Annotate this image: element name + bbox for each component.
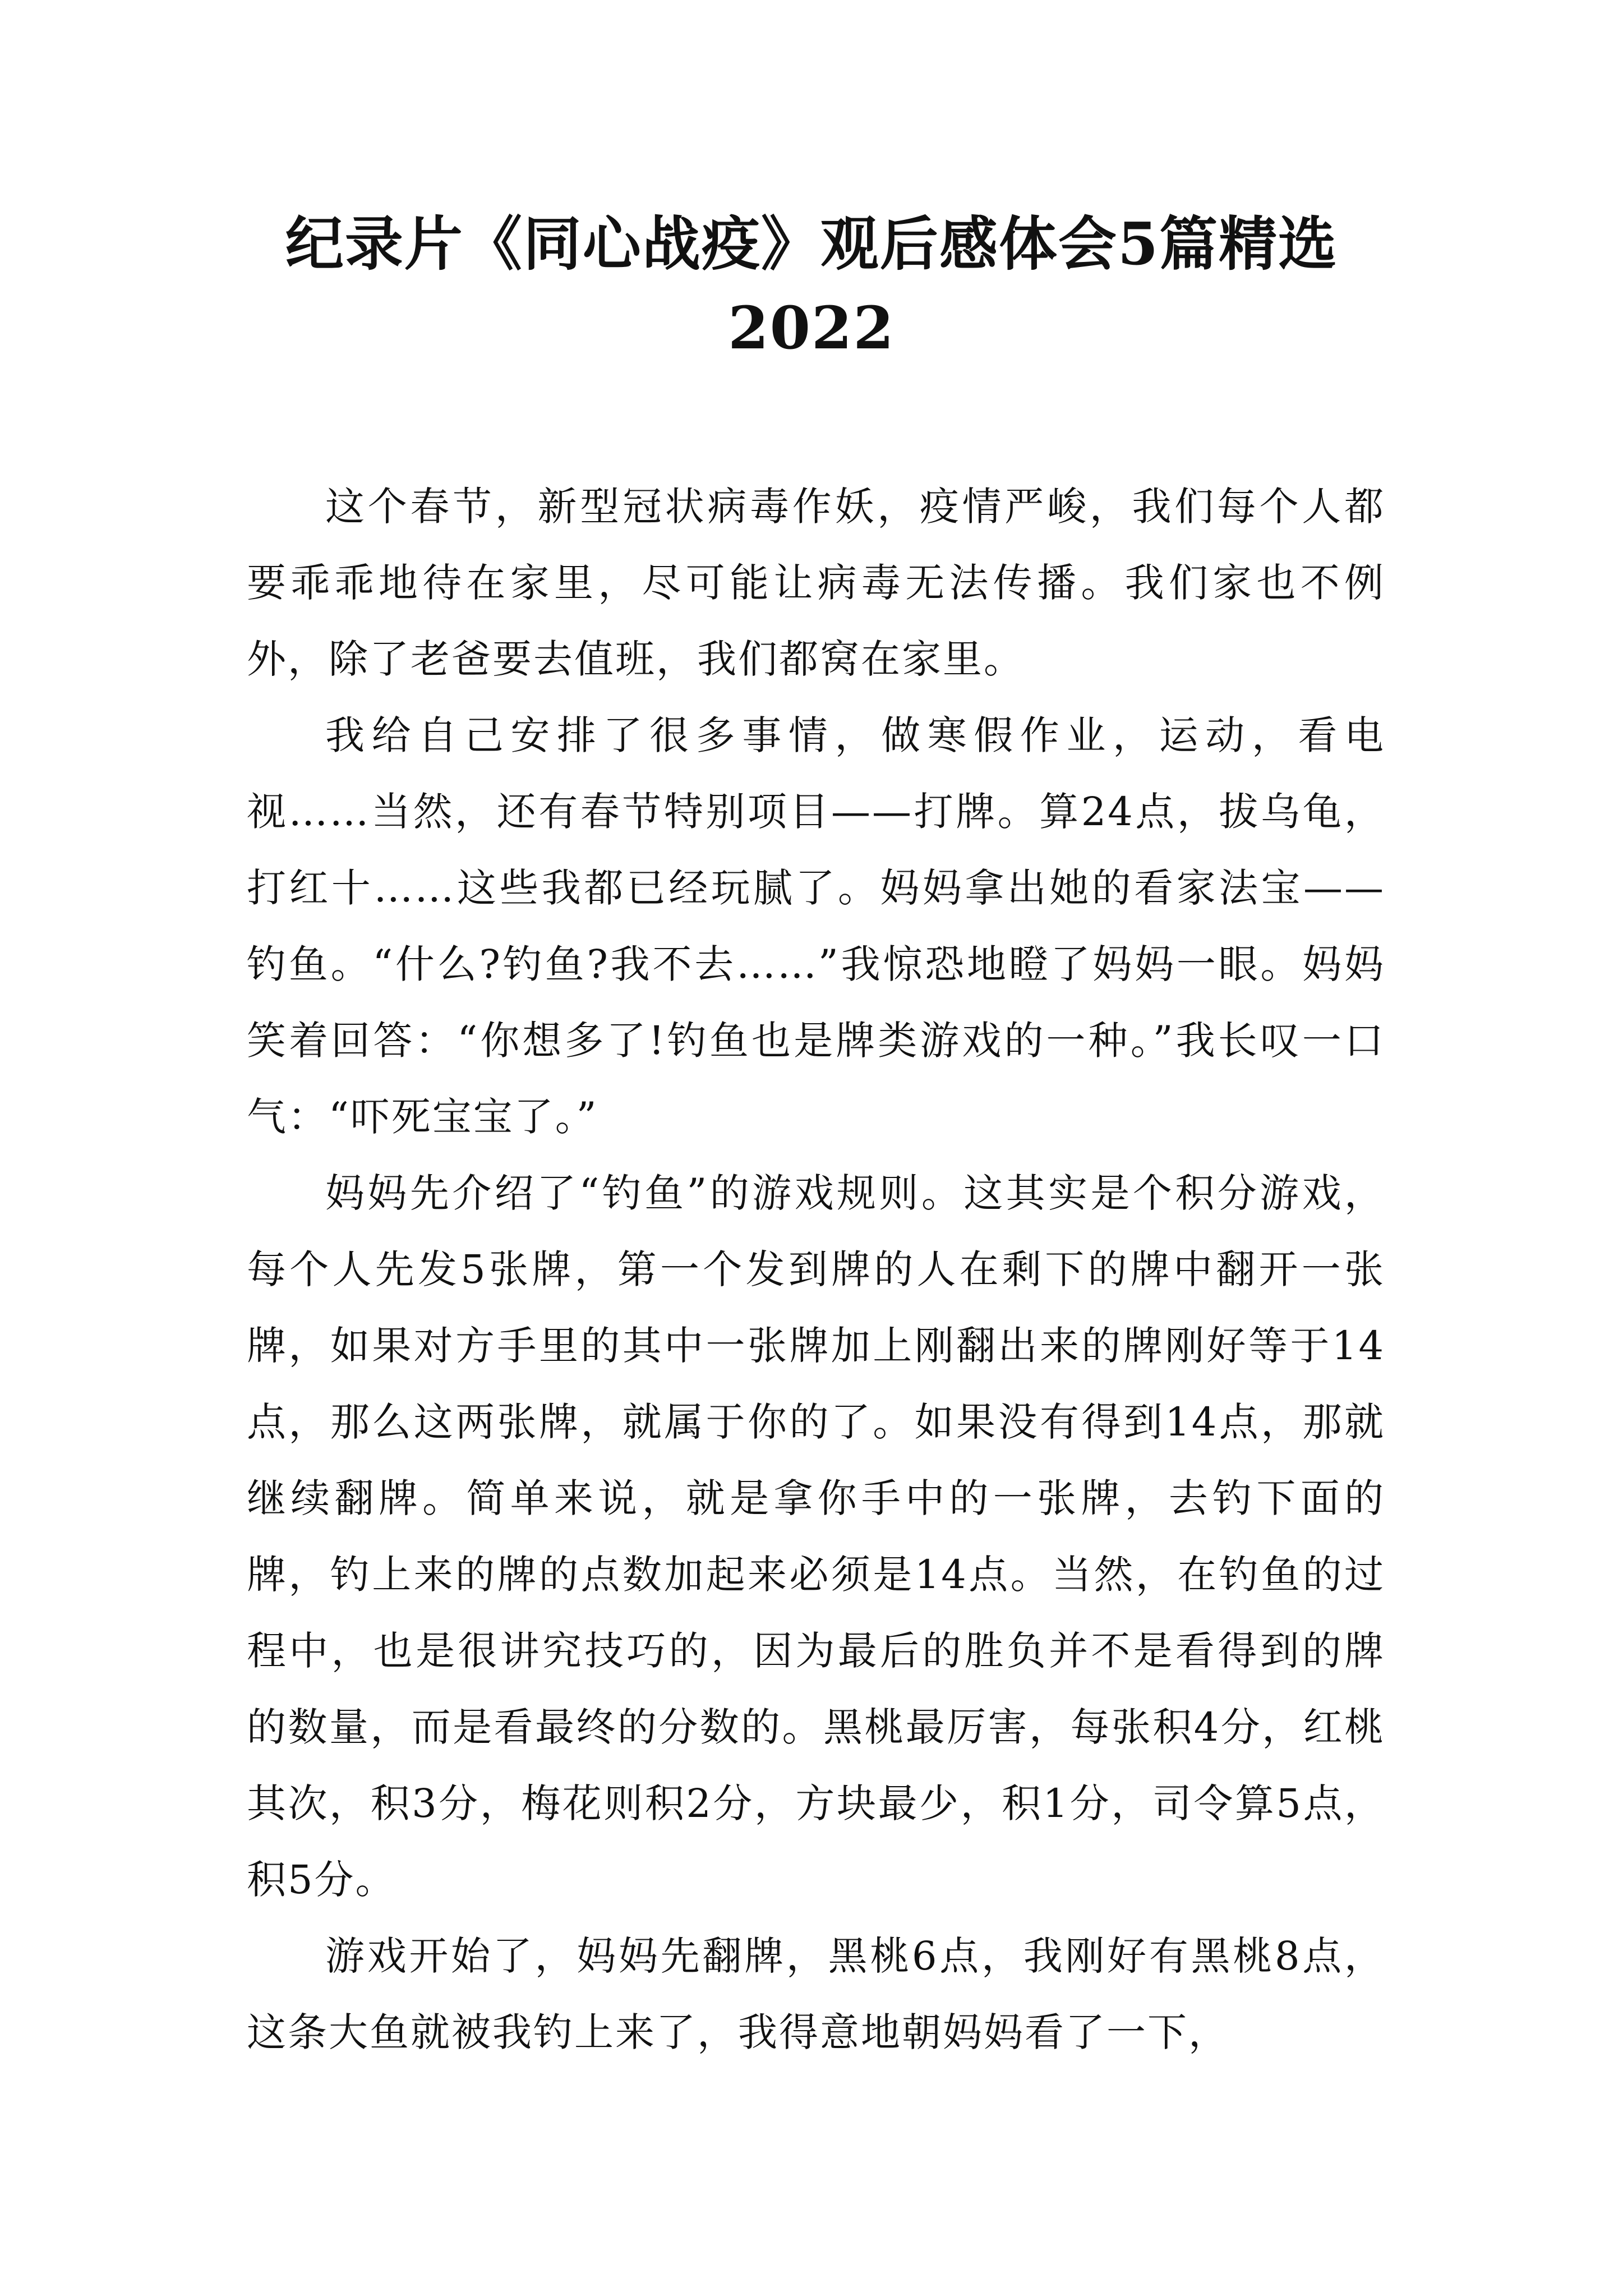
paragraph-2: 我给自己安排了很多事情，做寒假作业，运动，看电视……当然，还有春节特别项目——打牌。算24点，拔乌龟，打红十……这些我都已经玩腻了。妈妈拿出她的看家法宝——钓鱼。“什么?钓鱼?我不去……”我惊恐地瞪了妈妈一眼。妈妈笑着回答：“你想多了!钓鱼也是牌类游戏的一种。”我长叹一口气：“吓死宝宝了。” (247, 712, 1385, 1140)
paragraph-3: 妈妈先介绍了“钓鱼”的游戏规则。这其实是个积分游戏，每个人先发5张牌，第一个发到牌的人在剩下的牌中翻开一张牌，如果对方手里的其中一张牌加上刚翻出来的牌刚好等于14点，那么这两张牌，就属于你的了。如果没有得到14点，那就继续翻牌。简单来说，就是拿你手中的一张牌，去钓下面的牌，钓上来的牌的点数加起来必须是14点。当然，在钓鱼的过程中，也是很讲究技巧的，因为最后的胜负并不是看得到的牌的数量，而是看最终的分数的。黑桃最厉害，每张积4分，红桃其次，积3分，梅花则积2分，方块最少，积1分，司令算5点，积5分。 (247, 1170, 1385, 1903)
paragraph-4: 游戏开始了，妈妈先翻牌，黑桃6点，我刚好有黑桃8点，这条大鱼就被我钓上来了，我得意地朝妈妈看了一下， (247, 1933, 1385, 2055)
document-title (213, 202, 1410, 370)
document-body (247, 468, 1385, 2070)
paragraph-1: 这个春节，新型冠状病毒作妖，疫情严峻，我们每个人都要乖乖地待在家里，尽可能让病毒无法传播。我们家也不例外，除了老爸要去值班，我们都窝在家里。 (247, 484, 1385, 682)
title-line-2: 2022 (728, 293, 895, 362)
title-line-1: 纪录片《同心战疫》观后感体会5篇精选 (285, 209, 1338, 278)
